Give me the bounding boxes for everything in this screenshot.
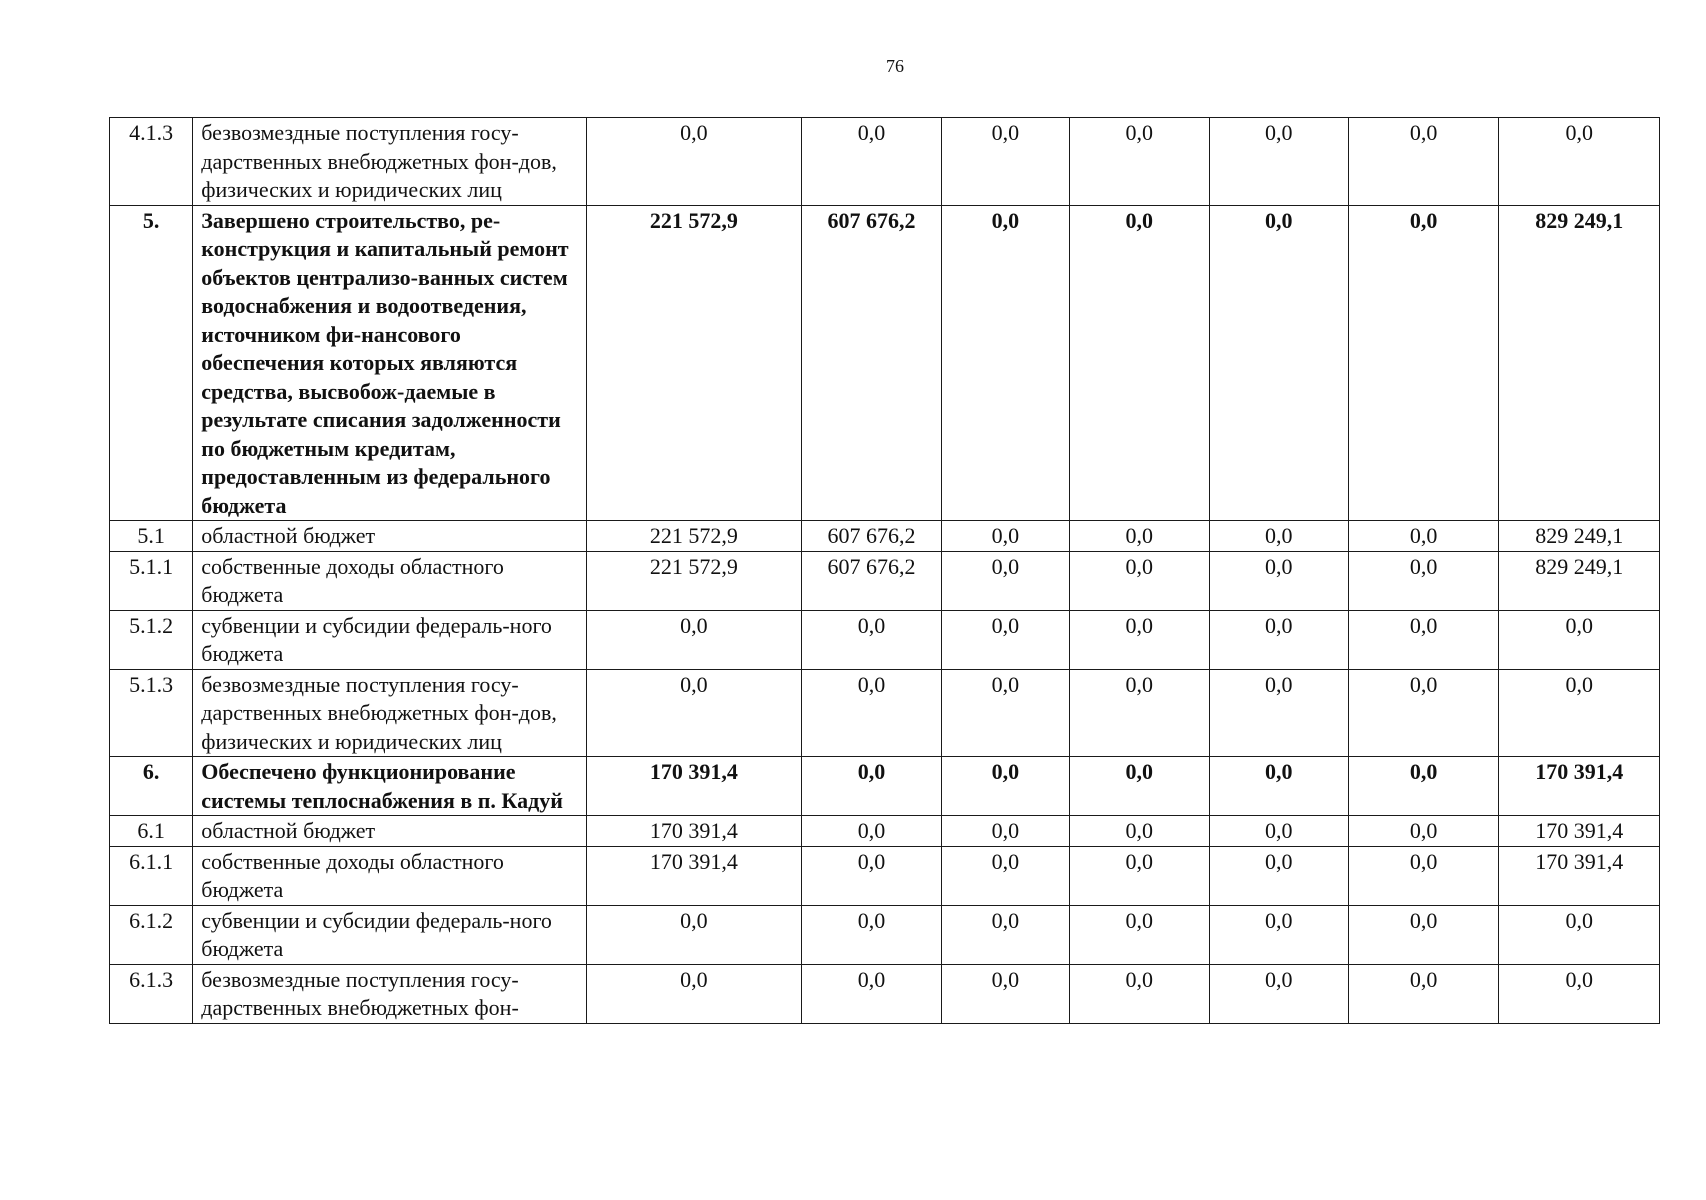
table-row — [110, 610, 1660, 669]
row-number: 5.1.1 — [110, 551, 193, 610]
table-row — [110, 118, 1660, 206]
row-value: 0,0 — [1348, 846, 1498, 905]
row-value: 607 676,2 — [802, 205, 941, 521]
row-value: 0,0 — [1209, 205, 1348, 521]
row-value: 0,0 — [1209, 521, 1348, 552]
row-value: 0,0 — [1348, 610, 1498, 669]
row-value: 0,0 — [1070, 521, 1209, 552]
row-name: собственные доходы областного бюджета — [193, 846, 586, 905]
row-value: 0,0 — [586, 118, 802, 206]
row-value: 0,0 — [1499, 610, 1660, 669]
row-value: 0,0 — [802, 757, 941, 816]
row-value: 221 572,9 — [586, 521, 802, 552]
row-number: 5.1 — [110, 521, 193, 552]
row-value: 0,0 — [941, 521, 1069, 552]
row-name: собственные доходы областного бюджета — [193, 551, 586, 610]
row-value: 221 572,9 — [586, 205, 802, 521]
row-value: 0,0 — [1348, 521, 1498, 552]
row-name: субвенции и субсидии федераль-ного бюджета — [193, 905, 586, 964]
row-value: 0,0 — [941, 816, 1069, 847]
row-value: 170 391,4 — [1499, 757, 1660, 816]
row-value: 0,0 — [586, 964, 802, 1023]
row-value: 0,0 — [941, 551, 1069, 610]
row-value: 0,0 — [941, 669, 1069, 757]
row-value: 0,0 — [1499, 964, 1660, 1023]
row-value: 0,0 — [802, 816, 941, 847]
row-value: 0,0 — [941, 118, 1069, 206]
table-row — [110, 521, 1660, 552]
table-row — [110, 757, 1660, 816]
row-number: 5. — [110, 205, 193, 521]
row-number: 6. — [110, 757, 193, 816]
row-value: 0,0 — [802, 905, 941, 964]
row-value: 170 391,4 — [1499, 846, 1660, 905]
row-value: 0,0 — [1070, 757, 1209, 816]
row-value: 0,0 — [1209, 669, 1348, 757]
row-value: 0,0 — [1499, 905, 1660, 964]
row-name: Обеспечено функционирование системы теплоснабжения в п. Кадуй — [193, 757, 586, 816]
row-value: 0,0 — [941, 964, 1069, 1023]
row-value: 0,0 — [1070, 964, 1209, 1023]
row-value: 0,0 — [1070, 118, 1209, 206]
row-value: 0,0 — [1070, 551, 1209, 610]
row-value: 0,0 — [941, 757, 1069, 816]
row-value: 0,0 — [1499, 118, 1660, 206]
row-value: 0,0 — [1348, 205, 1498, 521]
row-value: 829 249,1 — [1499, 551, 1660, 610]
row-name: безвозмездные поступления госу-дарственных внебюджетных фон- — [193, 964, 586, 1023]
row-value: 0,0 — [802, 846, 941, 905]
row-value: 0,0 — [1209, 610, 1348, 669]
row-name: субвенции и субсидии федераль-ного бюджета — [193, 610, 586, 669]
table-row — [110, 551, 1660, 610]
row-value: 0,0 — [1209, 118, 1348, 206]
row-name: безвозмездные поступления госу-дарственных внебюджетных фон-дов, физических и юридических лиц — [193, 669, 586, 757]
row-number: 6.1.2 — [110, 905, 193, 964]
row-value: 0,0 — [1499, 669, 1660, 757]
row-value: 0,0 — [586, 610, 802, 669]
row-value: 0,0 — [1070, 669, 1209, 757]
row-value: 0,0 — [1209, 757, 1348, 816]
row-value: 0,0 — [941, 905, 1069, 964]
row-number: 6.1 — [110, 816, 193, 847]
table-row — [110, 846, 1660, 905]
row-value: 0,0 — [941, 205, 1069, 521]
row-value: 0,0 — [802, 669, 941, 757]
row-value: 0,0 — [1348, 551, 1498, 610]
row-number: 4.1.3 — [110, 118, 193, 206]
row-value: 829 249,1 — [1499, 521, 1660, 552]
row-value: 0,0 — [1348, 118, 1498, 206]
row-value: 0,0 — [586, 905, 802, 964]
row-number: 6.1.1 — [110, 846, 193, 905]
table-row — [110, 964, 1660, 1023]
row-value: 0,0 — [1070, 205, 1209, 521]
row-value: 170 391,4 — [586, 816, 802, 847]
row-value: 0,0 — [802, 118, 941, 206]
row-value: 0,0 — [1070, 905, 1209, 964]
table-row — [110, 669, 1660, 757]
row-value: 0,0 — [1070, 816, 1209, 847]
table-row — [110, 816, 1660, 847]
row-value: 829 249,1 — [1499, 205, 1660, 521]
row-number: 6.1.3 — [110, 964, 193, 1023]
row-value: 170 391,4 — [586, 846, 802, 905]
table-row — [110, 205, 1660, 521]
row-value: 170 391,4 — [586, 757, 802, 816]
row-value: 0,0 — [1070, 846, 1209, 905]
row-value: 0,0 — [1348, 816, 1498, 847]
row-value: 0,0 — [1348, 757, 1498, 816]
row-value: 0,0 — [1209, 964, 1348, 1023]
row-value: 607 676,2 — [802, 551, 941, 610]
row-value: 0,0 — [1348, 964, 1498, 1023]
row-value: 170 391,4 — [1499, 816, 1660, 847]
page-number: 76 — [886, 56, 904, 76]
row-name: безвозмездные поступления госу-дарственных внебюджетных фон-дов, физических и юридических лиц — [193, 118, 586, 206]
row-value: 0,0 — [1209, 551, 1348, 610]
row-value: 0,0 — [802, 964, 941, 1023]
row-number: 5.1.2 — [110, 610, 193, 669]
row-name: областной бюджет — [193, 521, 586, 552]
row-name: областной бюджет — [193, 816, 586, 847]
row-value: 0,0 — [941, 610, 1069, 669]
row-value: 0,0 — [802, 610, 941, 669]
row-value: 607 676,2 — [802, 521, 941, 552]
row-value: 0,0 — [1070, 610, 1209, 669]
row-value: 0,0 — [586, 669, 802, 757]
financing-table — [109, 117, 1660, 1024]
row-value: 0,0 — [941, 846, 1069, 905]
row-number: 5.1.3 — [110, 669, 193, 757]
row-value: 0,0 — [1209, 846, 1348, 905]
row-value: 0,0 — [1209, 816, 1348, 847]
table-row — [110, 905, 1660, 964]
row-value: 0,0 — [1209, 905, 1348, 964]
row-value: 0,0 — [1348, 905, 1498, 964]
row-name: Завершено строительство, ре-конструкция и капитальный ремонт объектов централизо-ванных систем водоснабжения и водоотведения, источником фи-нансового обеспечения которых являются средства, высвобож-даемые в результате списания задолженности по бюджетным кредитам, предоставленным из федерального бюджета — [193, 205, 586, 521]
row-value: 221 572,9 — [586, 551, 802, 610]
row-value: 0,0 — [1348, 669, 1498, 757]
